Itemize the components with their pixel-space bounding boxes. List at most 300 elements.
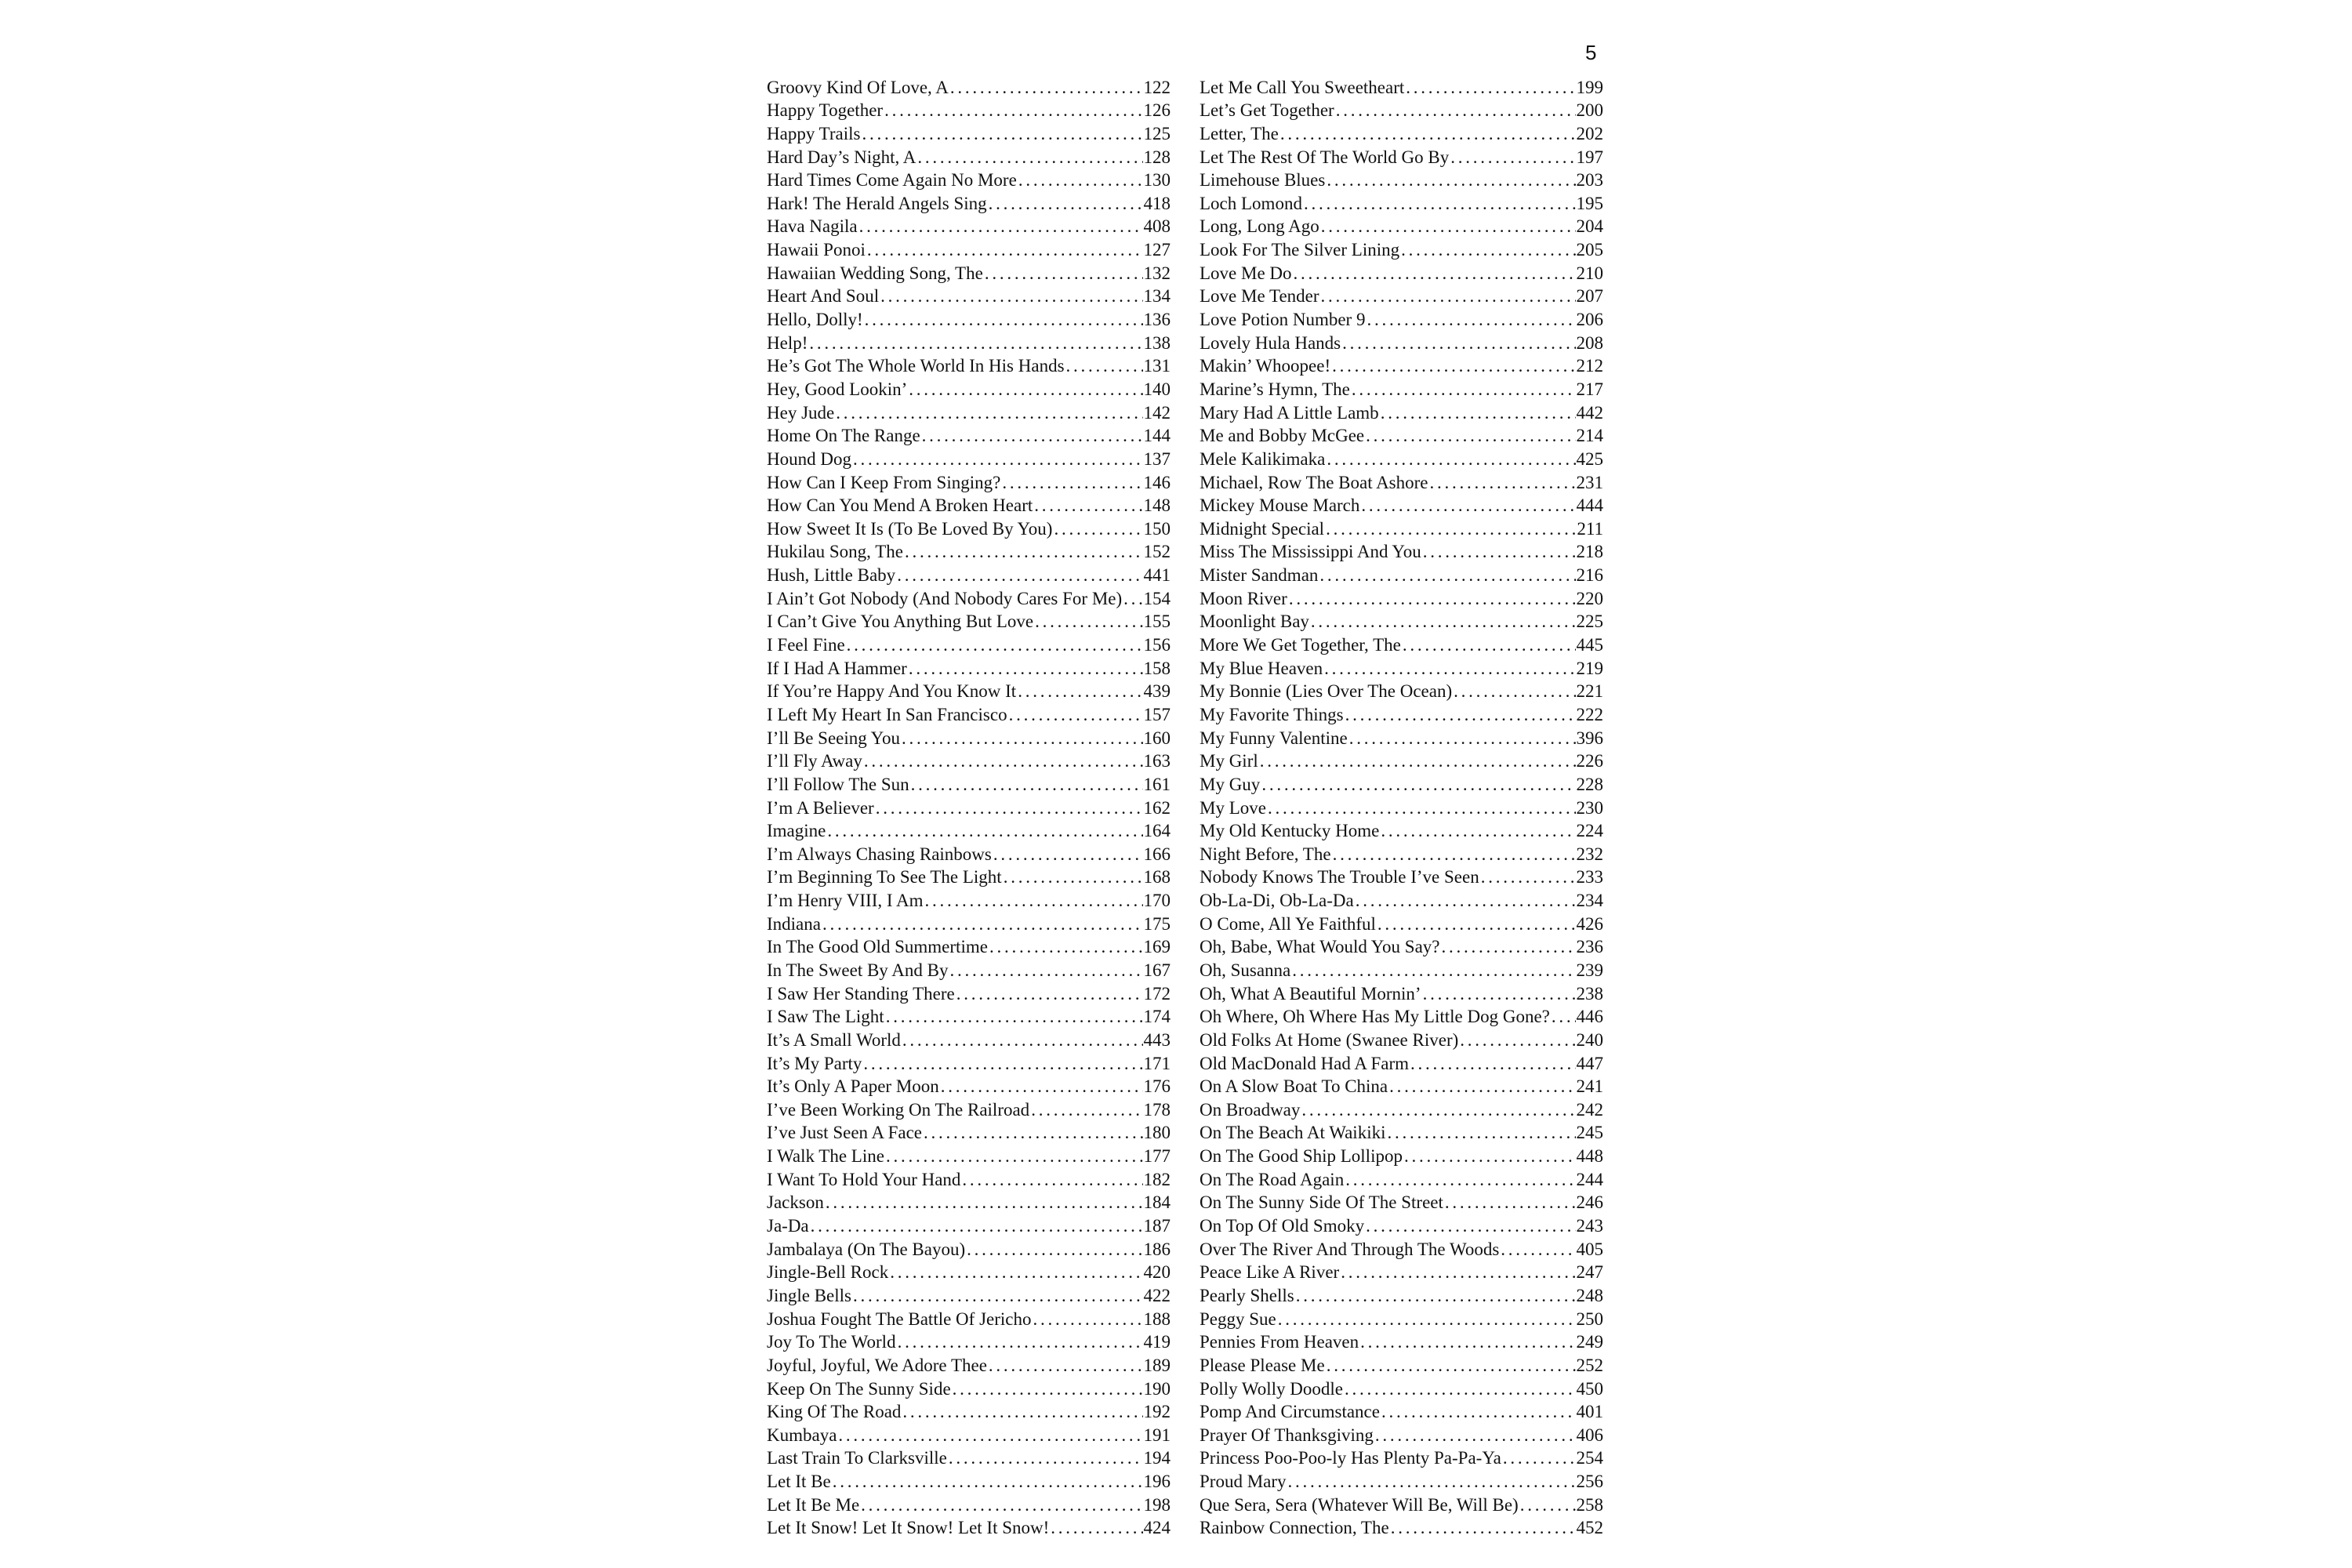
dot-leader — [962, 1170, 1142, 1190]
index-entry — [1200, 98, 1603, 122]
index-entry — [767, 284, 1171, 307]
index-column-right — [1200, 74, 1603, 1538]
index-entry — [1200, 632, 1603, 655]
song-title: Nobody Knows The Trouble I’ve Seen — [1200, 867, 1479, 887]
page-ref: 219 — [1576, 658, 1603, 678]
dot-leader — [909, 379, 1142, 400]
page-ref: 214 — [1576, 426, 1603, 446]
song-title: My Bonnie (Lies Over The Ocean) — [1200, 681, 1453, 702]
index-entry — [767, 237, 1171, 260]
index-entry — [767, 725, 1171, 749]
dot-leader — [853, 1286, 1143, 1306]
song-title: I Left My Heart In San Francisco — [767, 704, 1007, 724]
song-title: Oh, What A Beautiful Mornin’ — [1200, 983, 1421, 1004]
dot-leader — [886, 1146, 1143, 1167]
dot-leader — [865, 310, 1143, 330]
song-title: On A Slow Boat To China — [1200, 1076, 1388, 1097]
index-entry — [767, 330, 1171, 354]
index-entry — [1200, 655, 1603, 679]
song-title: In The Sweet By And By — [767, 960, 949, 980]
song-title: Jingle Bells — [767, 1285, 851, 1305]
song-title: Happy Together — [767, 100, 884, 121]
dot-leader — [861, 1495, 1142, 1515]
song-title: Jingle-Bell Rock — [767, 1262, 889, 1283]
page-ref: 216 — [1576, 565, 1603, 586]
song-title: Hush, Little Baby — [767, 565, 896, 586]
index-entry — [767, 702, 1171, 725]
dot-leader — [1319, 565, 1575, 586]
dot-leader — [956, 984, 1143, 1004]
dot-leader — [880, 286, 1142, 307]
dot-leader — [1389, 1076, 1575, 1097]
dot-leader — [967, 1240, 1142, 1260]
index-entry — [1200, 191, 1603, 214]
song-title: Let Me Call You Sweetheart — [1200, 77, 1405, 97]
page-ref: 126 — [1143, 100, 1171, 121]
index-entry — [1200, 446, 1603, 470]
song-title: Moon River — [1200, 588, 1287, 608]
page-ref: 196 — [1143, 1472, 1171, 1492]
page-ref: 198 — [1143, 1494, 1171, 1515]
song-title: I’ve Just Seen A Face — [767, 1123, 923, 1143]
page-ref: 252 — [1576, 1355, 1603, 1375]
dot-leader — [924, 1123, 1142, 1143]
page-ref: 163 — [1143, 751, 1171, 771]
index-entry — [1200, 121, 1603, 144]
dot-leader — [989, 194, 1143, 214]
index-entry — [1200, 1167, 1603, 1190]
song-title: Let’s Get Together — [1200, 100, 1334, 121]
index-entry — [767, 376, 1171, 400]
dot-leader — [1296, 1286, 1576, 1306]
index-entry — [1200, 1120, 1603, 1144]
song-title: Rainbow Connection, The — [1200, 1518, 1389, 1538]
dot-leader — [811, 1216, 1143, 1236]
dot-leader — [1377, 914, 1576, 935]
dot-leader — [859, 216, 1143, 237]
index-entry — [767, 887, 1171, 911]
dot-leader — [989, 1356, 1143, 1376]
index-entry — [1200, 771, 1603, 795]
song-title: Love Me Do — [1200, 263, 1292, 283]
index-entry — [1200, 679, 1603, 702]
page-ref: 226 — [1576, 751, 1603, 771]
song-title: Keep On The Sunny Side — [767, 1378, 951, 1399]
song-title: Old Folks At Home (Swanee River) — [1200, 1029, 1459, 1050]
index-entry — [767, 655, 1171, 679]
page-ref: 222 — [1576, 704, 1603, 724]
song-title: How Can You Mend A Broken Heart — [767, 495, 1033, 516]
page-ref: 169 — [1143, 937, 1171, 957]
index-entry — [767, 1213, 1171, 1236]
song-title: My Blue Heaven — [1200, 658, 1323, 678]
dot-leader — [1321, 286, 1576, 307]
index-entry — [767, 493, 1171, 517]
dot-leader — [836, 403, 1142, 423]
dot-leader — [925, 891, 1143, 911]
index-entry — [1200, 562, 1603, 586]
page-ref: 243 — [1576, 1216, 1603, 1236]
page-ref: 134 — [1143, 286, 1171, 307]
dot-leader — [890, 1262, 1142, 1283]
song-title: Pomp And Circumstance — [1200, 1402, 1380, 1422]
index-entry — [767, 749, 1171, 772]
page-ref: 122 — [1143, 77, 1171, 97]
song-title: Polly Wolly Doodle — [1200, 1378, 1344, 1399]
dot-leader — [1018, 681, 1142, 702]
dot-leader — [864, 751, 1143, 771]
page-ref: 197 — [1576, 147, 1603, 167]
index-entry — [767, 400, 1171, 423]
page-ref: 158 — [1143, 658, 1171, 678]
index-entry — [767, 1399, 1171, 1423]
index-entry — [1200, 376, 1603, 400]
page-ref: 254 — [1576, 1448, 1603, 1468]
index-entry — [767, 865, 1171, 888]
page-ref: 157 — [1143, 704, 1171, 724]
song-title: Prayer Of Thanksgiving — [1200, 1425, 1374, 1445]
page-ref: 200 — [1576, 100, 1603, 121]
index-entry — [767, 1051, 1171, 1074]
page-ref: 442 — [1576, 402, 1603, 423]
song-title: Help! — [767, 332, 808, 353]
dot-leader — [1381, 821, 1575, 841]
page-ref: 239 — [1576, 960, 1603, 980]
song-title: On The Sunny Side Of The Street — [1200, 1192, 1443, 1213]
page-ref: 448 — [1576, 1146, 1603, 1167]
page-ref: 207 — [1576, 286, 1603, 307]
index-entry — [767, 1492, 1171, 1515]
page-ref: 138 — [1143, 332, 1171, 353]
page-ref: 176 — [1143, 1076, 1171, 1097]
dot-leader — [847, 635, 1143, 655]
page-ref: 212 — [1576, 356, 1603, 376]
index-entry — [1200, 260, 1603, 284]
index-entry — [767, 1515, 1171, 1539]
page-ref: 199 — [1576, 77, 1603, 97]
page-ref: 425 — [1576, 448, 1603, 469]
index-entry — [1200, 516, 1603, 539]
page-ref: 166 — [1143, 844, 1171, 864]
dot-leader — [822, 914, 1143, 935]
song-title: I’m A Believer — [767, 797, 874, 818]
page-ref: 258 — [1576, 1494, 1603, 1515]
dot-leader — [1123, 589, 1142, 609]
index-entry — [767, 911, 1171, 935]
index-entry — [767, 771, 1171, 795]
page-ref: 256 — [1576, 1472, 1603, 1492]
song-title: Kumbaya — [767, 1425, 837, 1445]
dot-leader — [809, 333, 1142, 354]
index-entry — [1200, 1190, 1603, 1214]
index-entry — [767, 98, 1171, 122]
index-entry — [1200, 214, 1603, 238]
dot-leader — [863, 1054, 1142, 1074]
dot-leader — [876, 798, 1143, 818]
page-ref: 154 — [1143, 588, 1171, 608]
index-entry — [767, 260, 1171, 284]
song-title: I Saw Her Standing There — [767, 983, 955, 1004]
page-ref: 443 — [1143, 1029, 1171, 1050]
dot-leader — [897, 565, 1142, 586]
page-ref: 245 — [1576, 1123, 1603, 1143]
dot-leader — [1345, 1379, 1575, 1399]
song-title: Loch Lomond — [1200, 193, 1302, 213]
index-entry — [767, 1190, 1171, 1214]
song-title: On Broadway — [1200, 1099, 1301, 1120]
song-title: Peggy Sue — [1200, 1308, 1276, 1329]
dot-leader — [1423, 542, 1576, 562]
page-ref: 242 — [1576, 1099, 1603, 1120]
song-title: Jambalaya (On The Bayou) — [767, 1239, 966, 1259]
page-number: 5 — [1585, 41, 1597, 64]
song-title: Moonlight Bay — [1200, 612, 1309, 632]
song-title: Home On The Range — [767, 426, 920, 446]
index-entry — [1200, 1515, 1603, 1539]
dot-leader — [853, 449, 1143, 470]
page-ref: 244 — [1576, 1169, 1603, 1189]
index-entry — [767, 121, 1171, 144]
index-entry — [1200, 702, 1603, 725]
index-entry — [1200, 1468, 1603, 1492]
song-title: Hawaii Ponoi — [767, 240, 866, 260]
page-ref: 206 — [1576, 310, 1603, 330]
song-title: My Favorite Things — [1200, 704, 1344, 724]
song-title: Oh Where, Oh Where Has My Little Dog Gone? — [1200, 1007, 1550, 1027]
dot-leader — [1460, 1030, 1575, 1051]
dot-leader — [949, 1448, 1143, 1468]
index-entry — [767, 1097, 1171, 1120]
page-ref: 168 — [1143, 867, 1171, 887]
dot-leader — [953, 1379, 1143, 1399]
song-title: Joy To The World — [767, 1332, 896, 1352]
page-ref: 204 — [1576, 216, 1603, 237]
index-entry — [767, 586, 1171, 609]
page-ref: 420 — [1143, 1262, 1171, 1283]
dot-leader — [1321, 216, 1576, 237]
song-title: On The Beach At Waikiki — [1200, 1123, 1386, 1143]
dot-leader — [884, 100, 1142, 121]
song-title: I Ain’t Got Nobody (And Nobody Cares For Me) — [767, 588, 1123, 608]
page-ref: 192 — [1143, 1402, 1171, 1422]
index-entry — [1200, 1399, 1603, 1423]
song-title: Imagine — [767, 821, 826, 841]
song-title: Letter, The — [1200, 123, 1279, 143]
index-entry — [1200, 957, 1603, 981]
index-entry — [767, 144, 1171, 168]
dot-leader — [1454, 681, 1575, 702]
index-entry — [1200, 1422, 1603, 1446]
index-entry — [1200, 749, 1603, 772]
dot-leader — [1401, 240, 1575, 260]
song-title: Michael, Row The Boat Ashore — [1200, 472, 1428, 492]
page-ref: 445 — [1576, 635, 1603, 655]
page-ref: 161 — [1143, 774, 1171, 794]
index-entry — [767, 609, 1171, 633]
page-ref: 194 — [1143, 1448, 1171, 1468]
index-entry — [767, 795, 1171, 818]
index-entry — [767, 516, 1171, 539]
index-entry — [1200, 1260, 1603, 1283]
index-entry — [1200, 1283, 1603, 1306]
page-ref: 127 — [1143, 240, 1171, 260]
dot-leader — [827, 821, 1142, 841]
dot-leader — [1501, 1240, 1575, 1260]
page-ref: 128 — [1143, 147, 1171, 167]
page-ref: 210 — [1576, 263, 1603, 283]
song-title: Peace Like A River — [1200, 1262, 1340, 1283]
index-entry — [1200, 144, 1603, 168]
index-entry — [767, 679, 1171, 702]
dot-leader — [1327, 1356, 1576, 1376]
page-ref: 250 — [1576, 1308, 1603, 1329]
dot-leader — [862, 124, 1143, 144]
dot-leader — [1261, 775, 1575, 795]
index-entry — [1200, 237, 1603, 260]
song-title: Makin’ Whoopee! — [1200, 356, 1331, 376]
page-ref: 236 — [1576, 937, 1603, 957]
page-ref: 240 — [1576, 1029, 1603, 1050]
song-title: Hava Nagila — [767, 216, 858, 237]
page-ref: 144 — [1143, 426, 1171, 446]
index-entry — [1200, 74, 1603, 98]
index-entry — [767, 1306, 1171, 1330]
page-ref: 211 — [1577, 518, 1603, 539]
dot-leader — [902, 1030, 1143, 1051]
index-entry — [767, 1422, 1171, 1446]
page-ref: 202 — [1576, 123, 1603, 143]
index-entry — [767, 1027, 1171, 1051]
index-entry — [1200, 609, 1603, 633]
song-title: Last Train To Clarksville — [767, 1448, 947, 1468]
index-entry — [1200, 284, 1603, 307]
index-entry — [767, 981, 1171, 1004]
dot-leader — [1404, 1146, 1576, 1167]
dot-leader — [1018, 170, 1143, 191]
song-title: Hey Jude — [767, 402, 835, 423]
song-title: Pennies From Heaven — [1200, 1332, 1359, 1352]
dot-leader — [1292, 960, 1575, 981]
song-title: Lovely Hula Hands — [1200, 332, 1341, 353]
dot-leader — [1360, 1332, 1575, 1352]
page-ref: 249 — [1576, 1332, 1603, 1352]
dot-leader — [1301, 1100, 1575, 1120]
song-title: Limehouse Blues — [1200, 170, 1326, 191]
song-title: Mickey Mouse March — [1200, 495, 1360, 516]
index-entry — [1200, 423, 1603, 447]
song-title: Me and Bobby McGee — [1200, 426, 1365, 446]
song-title: Hawaiian Wedding Song, The — [767, 263, 983, 283]
page-ref: 132 — [1143, 263, 1171, 283]
dot-leader — [826, 1192, 1143, 1213]
index-entry — [1200, 795, 1603, 818]
index-entry — [767, 354, 1171, 377]
page-ref: 234 — [1576, 891, 1603, 911]
dot-leader — [1381, 1402, 1576, 1422]
dot-leader — [1341, 1262, 1575, 1283]
index-entry — [767, 307, 1171, 330]
page-ref: 230 — [1576, 797, 1603, 818]
dot-leader — [1403, 635, 1576, 655]
song-title: Groovy Kind Of Love, A — [767, 77, 949, 97]
page-ref: 422 — [1143, 1285, 1171, 1305]
page-ref: 184 — [1143, 1192, 1171, 1213]
page-ref: 424 — [1143, 1518, 1171, 1538]
dot-leader — [1387, 1123, 1575, 1143]
dot-leader — [1342, 333, 1575, 354]
dot-leader — [1035, 612, 1142, 632]
page-ref: 160 — [1143, 728, 1171, 748]
page-ref: 180 — [1143, 1123, 1171, 1143]
index-entry — [767, 1330, 1171, 1353]
index-entry — [767, 1283, 1171, 1306]
song-title: How Can I Keep From Singing? — [767, 472, 1001, 492]
dot-leader — [917, 147, 1142, 168]
page-ref: 174 — [1143, 1007, 1171, 1027]
dot-leader — [1552, 1007, 1576, 1027]
song-title: My Funny Valentine — [1200, 728, 1348, 748]
song-title: Ob-La-Di, Ob-La-Da — [1200, 891, 1354, 911]
page-ref: 131 — [1143, 356, 1171, 376]
song-title: Miss The Mississippi And You — [1200, 542, 1421, 562]
index-entry — [1200, 981, 1603, 1004]
index-entry — [1200, 470, 1603, 493]
dot-leader — [1268, 798, 1576, 818]
page-ref: 450 — [1576, 1378, 1603, 1399]
song-title: Heart And Soul — [767, 286, 880, 307]
song-title: Long, Long Ago — [1200, 216, 1319, 237]
song-title: It’s Only A Paper Moon — [767, 1076, 939, 1097]
page-ref: 405 — [1576, 1239, 1603, 1259]
page-ref: 177 — [1143, 1146, 1171, 1167]
index-entry — [1200, 1027, 1603, 1051]
page-ref: 191 — [1143, 1425, 1171, 1445]
dot-leader — [1327, 170, 1575, 191]
page-ref: 447 — [1576, 1053, 1603, 1073]
dot-leader — [1381, 403, 1576, 423]
index-entry — [767, 1260, 1171, 1283]
song-title: I Walk The Line — [767, 1146, 884, 1167]
page-ref: 142 — [1143, 402, 1171, 423]
index-entry — [1200, 168, 1603, 191]
song-title: Let It Snow! Let It Snow! Let It Snow! — [767, 1518, 1050, 1538]
song-title: On Top Of Old Smoky — [1200, 1216, 1365, 1236]
song-title: I’ll Fly Away — [767, 751, 862, 771]
dot-leader — [1278, 1309, 1576, 1330]
song-title: Hard Times Come Again No More — [767, 170, 1017, 191]
dot-leader — [1260, 751, 1576, 771]
index-entry — [767, 1468, 1171, 1492]
dot-leader — [1410, 1054, 1575, 1074]
dot-leader — [902, 1402, 1142, 1422]
dot-leader — [1324, 659, 1575, 679]
song-title: Love Potion Number 9 — [1200, 310, 1366, 330]
dot-leader — [1327, 449, 1575, 470]
dot-leader — [1345, 1170, 1575, 1190]
page-ref: 137 — [1143, 448, 1171, 469]
dot-leader — [1345, 705, 1576, 725]
page-ref: 452 — [1576, 1518, 1603, 1538]
index-entry — [1200, 1074, 1603, 1098]
page-ref: 130 — [1143, 170, 1171, 191]
page-ref: 408 — [1143, 216, 1171, 237]
song-title: Hard Day’s Night, A — [767, 147, 916, 167]
dot-leader — [993, 844, 1143, 865]
song-title: My Guy — [1200, 774, 1261, 794]
page-ref: 418 — [1143, 193, 1171, 213]
index-entry — [767, 168, 1171, 191]
page-ref: 426 — [1576, 913, 1603, 934]
